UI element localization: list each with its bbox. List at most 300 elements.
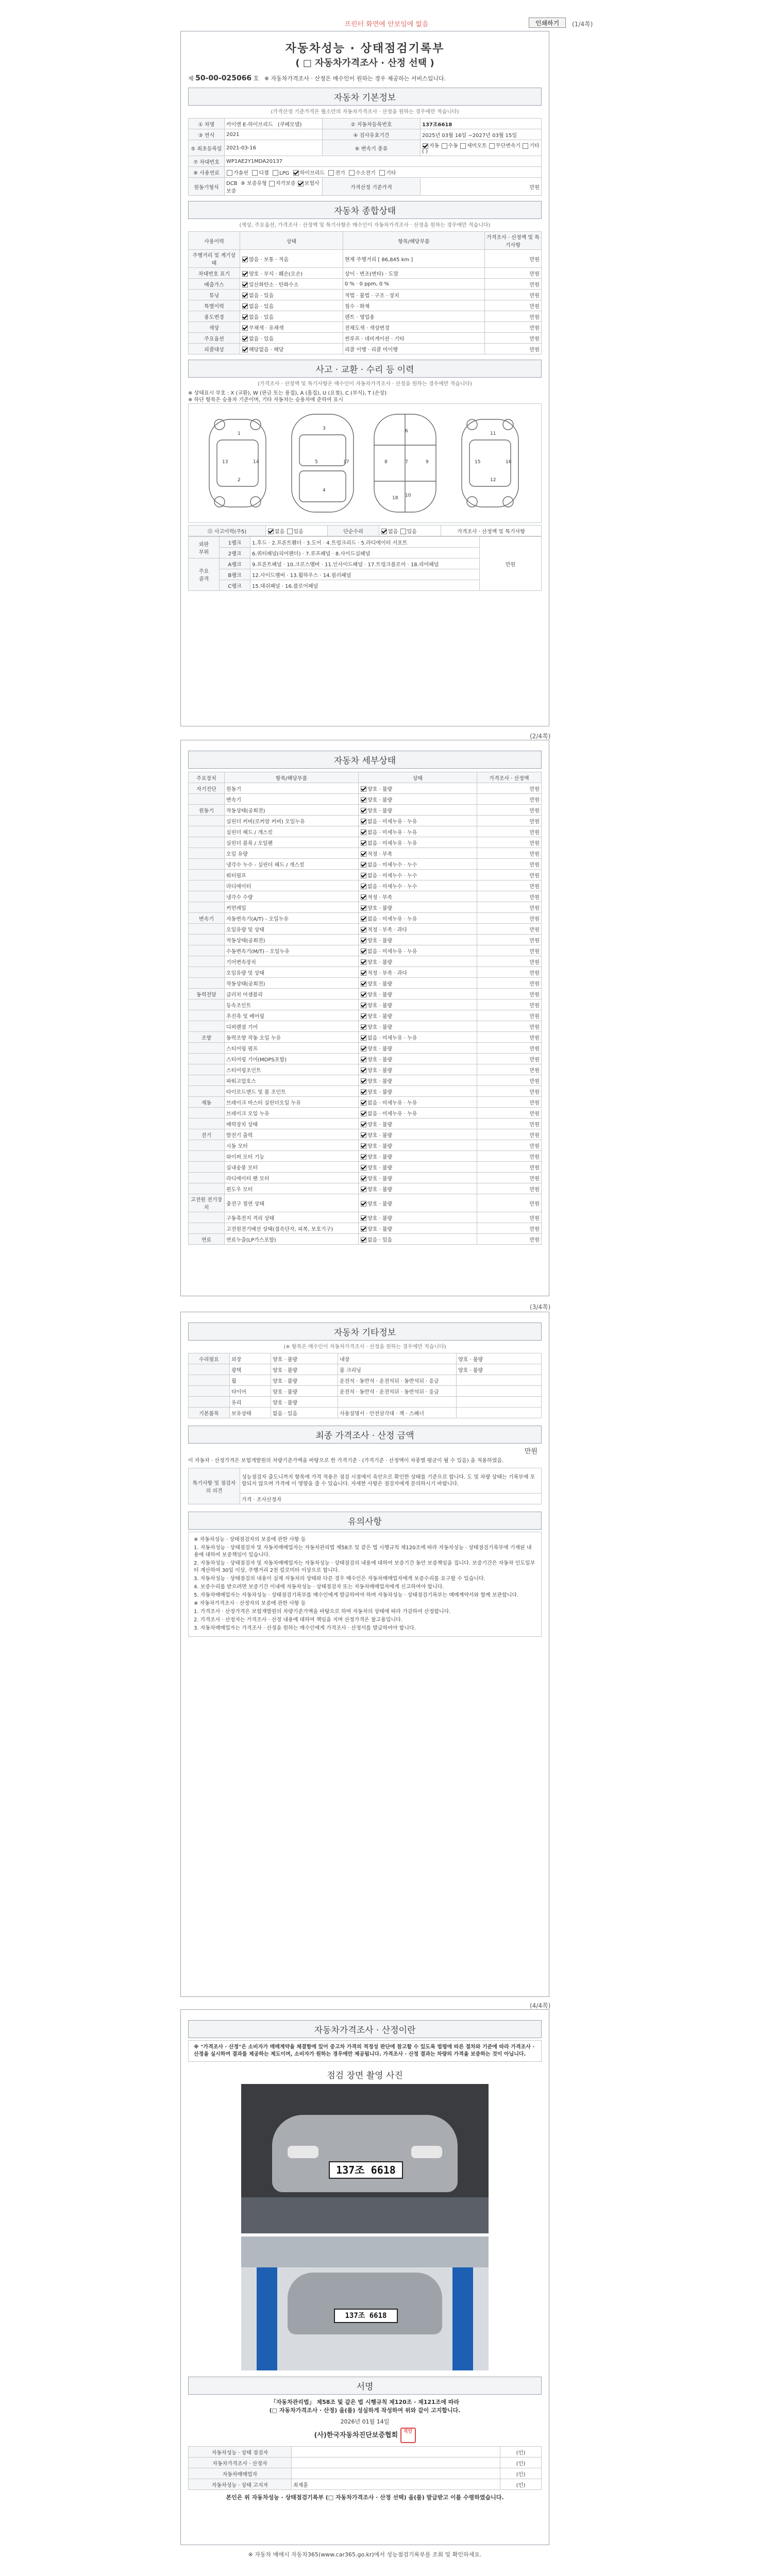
page-number: (1/4쪽) [572,21,593,28]
panel-number: 15 [475,460,481,465]
detail-row-price: 만원 [477,1140,542,1151]
checkbox [379,170,385,176]
detail-row-item: 연료누출(LP가스포함) [225,1234,359,1245]
frame-header: 주요 골격 [189,558,220,591]
other-row-cell: 유리 [230,1397,271,1408]
vin-value: WP1AE2Y1MDA20137 [225,156,542,167]
detail-row [189,1108,542,1118]
print-hidden-note: 프린터 화면에 안보임에 없음 [344,21,429,28]
engine-label: 원동기형식 [189,178,225,196]
rank-c-label: C랭크 [220,580,250,591]
checkbox [361,1154,366,1160]
detail-row-state [359,1054,477,1064]
validity-value: 2025년 03월 16일 ~2027년 03월 15일 [421,129,542,140]
detail-row-group: 연료 [189,1234,225,1245]
other-row [189,1375,542,1386]
year-value: 2021 [225,129,323,140]
other-row-cell: 양호 · 불량 [271,1364,338,1375]
detail-row-group [189,935,225,945]
other-row-cell: 사용설명서 · 안전삼각대 · 잭 · 스패너 [338,1408,457,1418]
detail-row [189,1032,542,1043]
legend-symbols: ※ 상태표시 부호 : X (교환), W (판금 또는 용접), A (흠집), U (요철), C (부식), T (손상) [188,391,387,396]
accident-history-title: 사고 · 교환 · 수리 등 이력 [188,360,542,378]
detail-row-price: 만원 [477,1064,542,1075]
detail-row-group [189,1162,225,1173]
state-text: 없음 · 미세누유 · 누유 [367,916,417,922]
detail-row-item: 스티어링 펌프 [225,1043,359,1054]
checkbox [361,959,366,965]
checkbox [361,1111,366,1116]
state-text: 양호 · 불량 [367,1165,393,1171]
detail-row-state [359,989,477,999]
detail-row [189,805,542,816]
detail-row-item: 스티어링 기어(MDPS포함) [225,1054,359,1064]
detail-row-price: 만원 [477,1223,542,1234]
state-text: 없음 · 미세누유 · 누유 [367,840,417,846]
detail-row-price: 만원 [477,826,542,837]
signature-title: 서명 [188,2377,542,2395]
other-row-cell: 광택 [230,1364,271,1375]
detail-row-group: 자기진단 [189,783,225,794]
detail-row-group [189,1183,225,1194]
checkbox [361,808,366,814]
signature-table [188,2446,542,2490]
overall-row-state [240,279,343,290]
other-row-cell: 양호 · 불량 [271,1375,338,1386]
detail-row-group [189,1118,225,1129]
other-row-cell [457,1408,542,1418]
inspection-photo-rear [241,2236,489,2370]
fuel-hybrid: 하이브리드 [299,170,325,176]
detail-row-group [189,816,225,826]
detail-header: 주요장치 [189,772,225,783]
overall-row [189,333,542,344]
checkbox [361,1187,366,1192]
other-row-cell: 양호 · 불량 [271,1397,338,1408]
checkbox [423,143,428,149]
detail-row-group [189,924,225,935]
detail-row [189,880,542,891]
detail-row-item: 워터펌프 [225,870,359,880]
state-text: 일산화탄소 · 탄화수소 [249,282,299,288]
overall-row-label: 튜닝 [189,290,240,300]
overall-header: 가격조사 · 산정액 및 특기사항 [485,232,542,250]
detail-row-item: 냉각수 누수 - 실린더 헤드 / 개스킷 [225,859,359,870]
car-name: 카이엔 E-하이브리드 [226,122,273,128]
caution-line: 2. 자동차성능 · 상태점검자 및 자동차매매업자는 자동차성능 · 상태점검의 내용에 대하여 보증기간 동안 보증책임을 집니다. 보증기간은 자동차 인도일부터 계산하여 30일 이상, 주행거리 2천 킬로미터 이상으로 합니다. [194,1561,535,1573]
detail-row-price: 만원 [477,870,542,880]
detail-row-state [359,1183,477,1194]
registration-line [188,74,542,82]
car-outline-diagram [189,404,542,521]
detail-row-price: 만원 [477,978,542,989]
overall-row-price: 만원 [485,279,542,290]
panel-number: 1 [238,431,241,436]
print-button[interactable]: 인쇄하기 [529,18,566,28]
detail-row-state [359,870,477,880]
detail-row-price: 만원 [477,1032,542,1043]
basic-info-table [188,118,542,196]
state-text: 없음 · 미세누수 · 누수 [367,862,417,868]
detail-row-item: 기어변속장치 [225,956,359,967]
detail-row-price: 만원 [477,1162,542,1173]
signature-seal: (인) [500,2447,542,2458]
validity-label: ④ 검사유효기간 [323,129,421,140]
checkbox [361,873,366,878]
company-line [188,2428,542,2443]
detail-row-price: 만원 [477,783,542,794]
state-text: 양호 · 불량 [367,1067,393,1074]
detail-row-item: 오일유량 및 상태 [225,924,359,935]
plate-value: 137조6618 [421,118,542,129]
signature-seal: (인) [500,2479,542,2490]
detail-row-state [359,902,477,913]
detail-row-price: 만원 [477,956,542,967]
checkbox [242,293,248,298]
detail-row-state [359,1151,477,1162]
detail-row [189,1194,542,1212]
overall-row-state [240,322,343,333]
state-text: 많음 · 보통 · 적음 [249,257,289,263]
page-1 [180,31,549,726]
rank-b-items: 12.사이드멤버 · 13.휠하우스 · 14.필러패널 [250,569,480,580]
panel-number: 11 [490,431,496,436]
checkbox [400,529,406,534]
checkbox [381,529,387,534]
overall-row-state [240,311,343,322]
checkbox [361,1226,366,1232]
detail-row [189,891,542,902]
detail-row-group [189,1021,225,1032]
detail-row-item: 브레이크 마스터 실린더오일 누유 [225,1097,359,1108]
inspection-photo-front [241,2084,489,2233]
detail-row-state [359,1064,477,1075]
caution-line: ※ 자동차성능 · 상태점검자의 보증에 관한 사항 등 [194,1537,306,1543]
overall-row-label: 용도변경 [189,311,240,322]
signature-role: 자동차성능 · 상태 고지자 [189,2479,292,2490]
signature-date: 2026년 01월 14일 [340,2418,390,2425]
vehicle-body-diagram [188,403,542,523]
state-text: 양호 · 불량 [367,1215,393,1222]
state-text: 적정 · 부족 [367,894,393,901]
accident-price: 만원 [480,537,542,591]
checkbox [361,894,366,900]
overall-row-price: 만원 [485,250,542,268]
overall-row-price: 만원 [485,311,542,322]
detail-row-state [359,1010,477,1021]
detail-row-price: 만원 [477,816,542,826]
overall-row-state [240,333,343,344]
other-row-cell: 없음 · 있음 [271,1408,338,1418]
checkbox [361,1143,366,1149]
overall-row-state [240,290,343,300]
fuel-label: ⑧ 사용연료 [189,167,225,178]
panel-number: 14 [253,460,259,465]
state-text: 없음 · 있음 [249,303,274,310]
first-reg-label: ⑤ 최초등록일 [189,140,225,156]
checkbox [361,916,366,922]
panel-number: 13 [222,460,228,465]
detail-status-title: 자동차 세부상태 [188,751,542,769]
lift-post-right [452,2267,473,2370]
ceiling [241,2236,489,2267]
detail-row-group [189,1054,225,1064]
signature-seal: (인) [500,2458,542,2468]
special-note-header: 가격조사 · 산정액 및 특기사항 [441,526,542,536]
signature-seal: (인) [500,2468,542,2479]
state-text: 양호 · 불량 [367,1046,393,1052]
state-text: 없음 · 미세누유 · 누유 [367,829,417,836]
detail-row-group [189,1075,225,1086]
detail-row-price: 만원 [477,880,542,891]
state-text: 없음 · 미세누수 · 누수 [367,884,417,890]
detail-row-group: 변속기 [189,913,225,924]
transmission-semi: 세미오토 [467,143,487,149]
detail-row-price: 만원 [477,1183,542,1194]
state-text: 양호 · 불량 [367,1122,393,1128]
other-row-cell: 룸 크리닝 [338,1364,457,1375]
detail-row [189,1021,542,1032]
detail-row-group [189,1140,225,1151]
checkbox [242,303,248,309]
checkbox [242,347,248,352]
detail-row [189,816,542,826]
checkbox [361,992,366,997]
signature-role: 자동차매매업자 [189,2468,292,2479]
page-4 [180,2009,549,2545]
checkbox [361,1215,366,1221]
detail-row [189,1183,542,1194]
signature-role: 자동차성능 · 상태 점검자 [189,2447,292,2458]
other-row [189,1386,542,1397]
rank-1-label: 1랭크 [220,537,250,548]
detail-row-group [189,1108,225,1118]
overall-row-item: 현재 주행거리 [ 86,845 km ] [343,250,485,268]
detail-row [189,1212,542,1223]
detail-row [189,1086,542,1097]
fuel-other: 기타 [386,170,396,176]
detail-row-item: 브레이크 오일 누유 [225,1108,359,1118]
other-row-cell: 양호 · 불량 [457,1364,542,1375]
caution-line: 3. 자동차성능 · 상태점검의 내용이 실제 자동차의 상태와 다른 경우 매수인은 자동차매매업자에게 보증수리를 요구할 수 있습니다. [194,1576,485,1582]
overall-row-price: 만원 [485,344,542,354]
detail-row-state [359,1108,477,1118]
state-text: 양호 · 불량 [367,1187,393,1193]
detail-row-group [189,880,225,891]
panel-number: 9 [426,460,429,465]
detail-row [189,999,542,1010]
detail-row [189,1097,542,1108]
other-row-cell: 양호 · 불량 [271,1386,338,1397]
checkbox [361,1237,366,1243]
detail-row-item: 고전원전기배선 상태(접속단자, 피복, 보호기구) [225,1223,359,1234]
detail-row-state [359,1021,477,1032]
detail-row-group [189,956,225,967]
checkbox [287,529,293,534]
signature-law-text [188,2398,542,2414]
state-text: 양호 · 불량 [367,1057,393,1063]
overall-status-subtitle: (색상, 주요옵션, 가격조사 · 산정액 및 특기사항은 매수인이 자동차가격조사 · 산정을 원하는 경우에만 적습니다) [239,223,491,228]
detail-row-state [359,1118,477,1129]
outer-panel-header: 외판 부위 [189,537,220,558]
fuel-lpg: LPG [279,170,290,176]
state-text: 없음 · 있음 [249,336,274,342]
signature-row [189,2468,542,2479]
overall-row-label: 색상 [189,322,240,333]
checkbox [242,257,248,262]
final-opinion-table [188,1468,542,1504]
detail-row-state [359,1043,477,1054]
detail-row-item: 라디에이터 [225,880,359,891]
vin-label: ⑦ 차대번호 [189,156,225,167]
checkbox [523,143,528,149]
caution-line: 2. 가격조사 · 산정자는 가격조사 · 산정 내용에 대하여 책임을 지며 산정가격은 참고용입니다. [194,1617,402,1623]
detail-row-group [189,999,225,1010]
detail-row-state [359,1097,477,1108]
checkbox [361,1165,366,1171]
checkbox [361,938,366,943]
state-text: 양호 · 불량 [367,905,393,911]
detail-row-state [359,1173,477,1183]
accident-legend [188,390,542,403]
detail-row [189,1118,542,1129]
overall-row-item: 적법 · 불법 · 구조 · 장치 [343,290,485,300]
panel-number: 6 [405,429,408,434]
detail-row-state [359,805,477,816]
overall-row [189,311,542,322]
detail-row-item: 수동변속기(M/T) - 오일누유 [225,945,359,956]
detail-row [189,935,542,945]
overall-status-table [188,231,542,354]
checkbox [361,797,366,803]
state-text: 없음 · 미세누유 · 누유 [367,1111,417,1117]
detail-row-state [359,1234,477,1245]
overall-row-label: 주행거리 및 계기상태 [189,250,240,268]
detail-row-group [189,1064,225,1075]
detail-row-state [359,1194,477,1212]
detail-row-state [359,945,477,956]
detail-header: 항목/해당부품 [225,772,359,783]
overall-row-label: 배출가스 [189,279,240,290]
detail-row-item: 타이로드엔드 및 볼 조인트 [225,1086,359,1097]
rank-b-label: B랭크 [220,569,250,580]
detail-row-group [189,1212,225,1223]
detail-row-state [359,1140,477,1151]
checkbox [361,1003,366,1008]
detail-row-price: 만원 [477,967,542,978]
detail-row-price: 만원 [477,1212,542,1223]
detail-row-price: 만원 [477,1129,542,1140]
other-row [189,1397,542,1408]
other-row-cell [338,1397,457,1408]
signature-row [189,2458,542,2468]
detail-row-state [359,891,477,902]
state-text: 적정 · 부족 · 과다 [367,970,408,976]
checkbox [268,529,274,534]
detail-row [189,1151,542,1162]
detail-row-price: 만원 [477,989,542,999]
detail-row-state [359,999,477,1010]
state-text: 없음 · 있음 [249,314,274,320]
accident-summary-table [188,525,542,536]
legend-note: ※ 하단 항목은 승용차 기준이며, 기타 자동차는 승용차에 준하여 표시 [188,397,343,403]
overall-row-state [240,250,343,268]
detail-status-table [188,772,542,1245]
checkbox [361,1078,366,1084]
state-text: 없음 · 미세누유 · 누유 [367,948,417,955]
document-title [188,40,542,69]
state-text: 양호 · 불량 [367,1154,393,1160]
checkbox [361,884,366,889]
overall-row [189,290,542,300]
page-2 [180,740,549,1296]
detail-row-item: 원동기 [225,783,359,794]
overall-row-state [240,268,343,279]
other-row-cell [457,1397,542,1408]
state-text: 양호 · 불량 [367,1143,393,1149]
overall-row [189,279,542,290]
price-service-title: 자동차가격조사 · 산정이란 [188,2020,542,2038]
detail-row [189,837,542,848]
detail-row-state [359,956,477,967]
overall-row-price: 만원 [485,333,542,344]
checkbox [227,170,232,176]
detail-row-state [359,826,477,837]
state-text: 양호 · 불량 [367,1078,393,1084]
simple-repair-options [379,526,441,536]
detail-row-item: 냉각수 수량 [225,891,359,902]
car-name-extra: (쿠페모델) [277,122,302,128]
detail-row [189,1054,542,1064]
warranty-label: ⑨ 보증유형 [240,181,267,187]
checkbox [361,862,366,868]
detail-row-item: 충전구 절연 상태 [225,1194,359,1212]
panel-number: 7 [405,460,408,465]
detail-row-item: 실내송풍 모터 [225,1162,359,1173]
detail-row-group: 전기 [189,1129,225,1140]
detail-row [189,956,542,967]
detail-row-group [189,945,225,956]
detail-row-item: 파워고압호스 [225,1075,359,1086]
checkbox [242,271,248,277]
state-text: 없음 · 있음 [367,1237,393,1243]
checkbox [361,948,366,954]
detail-row-item: 동력조향 작동 오일 누유 [225,1032,359,1043]
detail-row-group [189,1223,225,1234]
other-row [189,1353,542,1364]
detail-row [189,1064,542,1075]
detail-row-item: 디퍼렌셜 기어 [225,1021,359,1032]
detail-row-group [189,902,225,913]
accident-label: ⑫ 사고이력(주5) [189,526,266,536]
checkbox [328,170,334,176]
overall-row-state [240,344,343,354]
checkbox [269,181,275,187]
overall-row-item: 전체도색 · 색상변경 [343,322,485,333]
detail-row-item: 스티어링조인트 [225,1064,359,1075]
detail-header: 가격조사 · 산정액 [477,772,542,783]
other-row-cell [189,1364,230,1375]
detail-row-group [189,1010,225,1021]
panel-number: 4 [323,488,326,493]
detail-row-group [189,1173,225,1183]
title-main: 자동차성능 · 상태점검기록부 [285,42,445,55]
detail-row-item: 작동상태(공회전) [225,805,359,816]
overall-row-item: 상이 · 변조(변타) · 도말 [343,268,485,279]
company-stamp: 직인 [400,2428,416,2443]
detail-row-price: 만원 [477,1054,542,1064]
detail-row [189,1043,542,1054]
